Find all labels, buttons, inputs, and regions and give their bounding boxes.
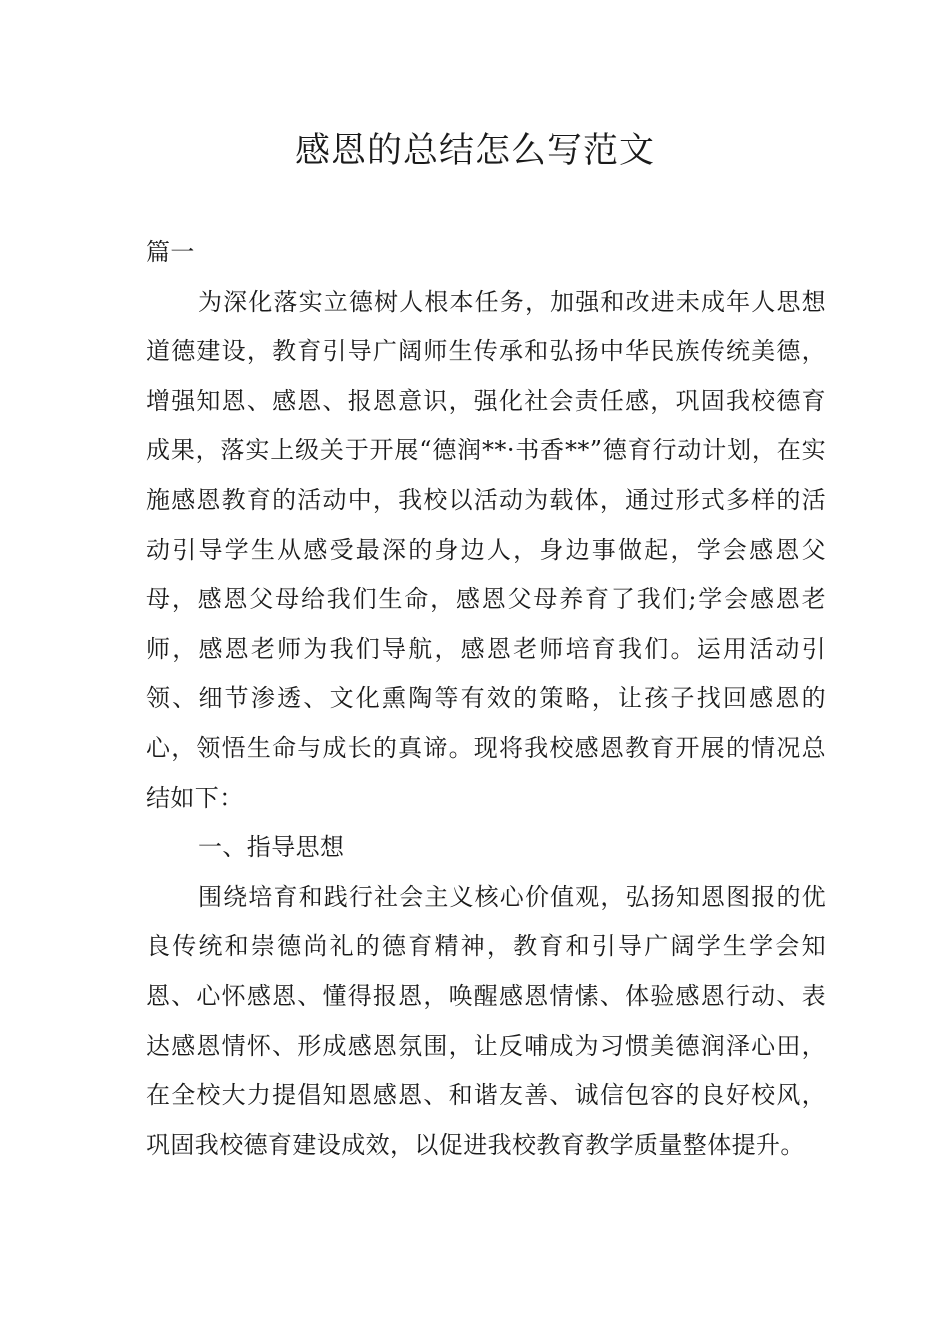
section-heading-guiding-ideology: 一、指导思想 [198,833,345,862]
paragraph-guiding-ideology: 围绕培育和践行社会主义核心价值观，弘扬知恩图报的优良传统和崇德尚礼的德育精神，教育和引导广阔学生学会知恩、心怀感恩、懂得报恩，唤醒感恩情愫、体验感恩行动、表达感恩情怀、形成感恩氛围，让反哺成为习惯美德润泽心田，在全校大力提倡知恩感恩、和谐友善、诚信包容的良好校风，巩固我校德育建设成效，以促进我校教育教学质量整体提升。 [146,882,826,1159]
document-body [146,228,826,1170]
section-label: 篇一 [146,238,195,266]
document-title: 感恩的总结怎么写范文 [294,131,655,171]
paragraph-intro: 为深化落实立德树人根本任务，加强和改进未成年人思想道德建设，教育引导广阔师生传承和弘扬中华民族传统美德，增强知恩、感恩、报恩意识，强化社会责任感，巩固我校德育成果，落实上级关于开展“德润**·书香**”德育行动计划，在实施感恩教育的活动中，我校以活动为载体，通过形式多样的活动引导学生从感受最深的身边人，身边事做起，学会感恩父母，感恩父母给我们生命，感恩父母养育了我们;学会感恩老师，感恩老师为我们导航，感恩老师培育我们。运用活动引领、细节渗透、文化熏陶等有效的策略，让孩子找回感恩的心，领悟生命与成长的真谛。现将我校感恩教育开展的情况总结如下： [146,287,826,812]
